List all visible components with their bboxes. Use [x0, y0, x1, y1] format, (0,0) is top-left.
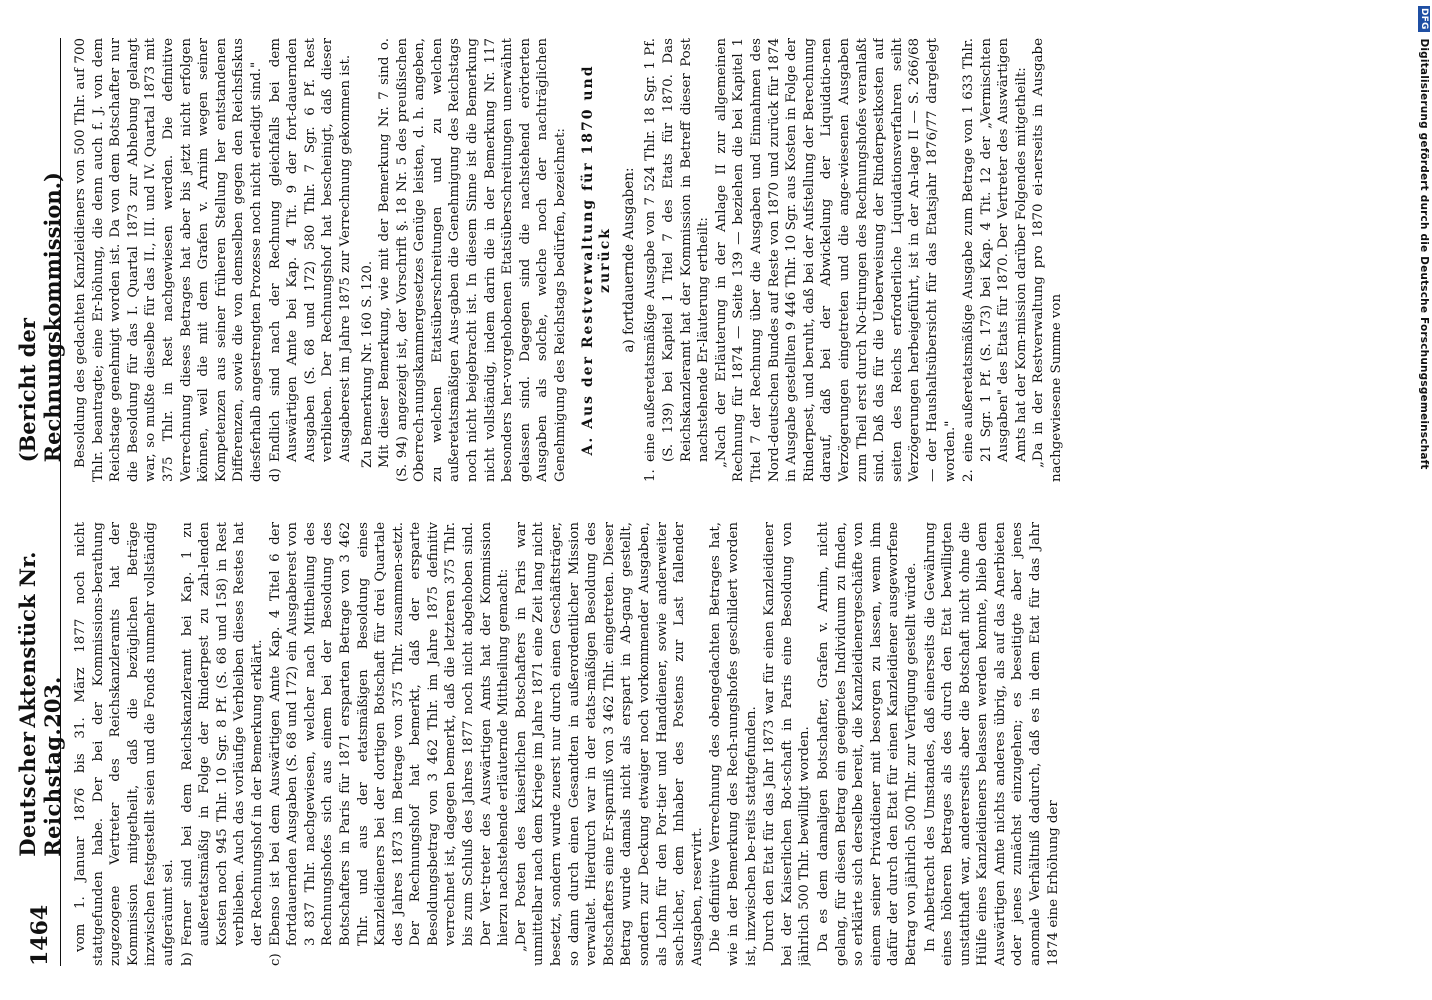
list-marker: d)	[267, 468, 283, 482]
page-number: 1464	[27, 904, 53, 966]
text-columns	[72, 38, 1356, 966]
list-marker: 2.	[961, 469, 977, 482]
list-item-text: eine außeretatsmäßige Ausgabe zum Betrage von 1 633 Thlr. 21 Sgr. 1 Pf. (S. 173) bei Kap. 4 Tit. 12 der „Vermischten Ausgaben" des Etats für 1870. Der Vertreter des Auswärtigen Amts hat der Kom-mission darüber Folgendes mitgetheilt:	[961, 38, 1029, 462]
quoted-paragraph: „Der Posten des kaiserlichen Botschafters in Paris war unmittelbar nach dem Kriege im Jahre 1871 eine Zeit lang nicht besetzt, sondern wurde zuerst nur durch einen Geschäftsträger, so dann durch einen Gesandten in außerordentlicher Mission verwaltet. Hierdurch war in der etats-mäßigen Besoldung des Botschafters eine Er-sparniß von 3 462 Thlr. eingetreten. Dieser Betrag wurde damals nicht als erspart in Ab-gang gestellt, sondern zur Deckung etwaiger noch vorkommender Ausgaben, als Lohn für den Por-tier und Handdiener, sowie anderweiter sach-licher, dem Inhaber des Postens zur Last fallender Ausgaben, reservirt.	[513, 522, 705, 966]
quoted-paragraph: „Da in der Restverwaltung pro 1870 ei-nerseits in Ausgabe nachgewiesene Summe von	[1031, 38, 1065, 482]
quoted-paragraph: In Anbetracht des Umstandes, daß einerseits die Gewährung eines höheren Betrages als des durch den Etat bewilligten unstatthaft war, andererseits aber die Botschaft nicht ohne die Hülfe eines Kanzleidieners belassen werden konnte, blieb dem Auswärtigen Amte nichts anderes übrig, als auf das Anerbieten oder jenes zunächst einzugehen; es beseitigte aber jenes anomale Verhältniß dadurch, daß es in dem Etat für das Jahr 1874 eine Erhöhung der	[922, 522, 1061, 966]
section-subheading: a) fortdauernde Ausgaben:	[620, 167, 637, 353]
section-subtitle: (Bericht der Rechnungskommission.)	[15, 172, 65, 463]
paragraph: Besoldung des gedachten Kanzleidieners von 500 Thlr. auf 700 Thlr. beantragte; eine Er-höhung, die denn auch f. J. von dem Reichstage genehmigt worden ist. Da von dem Botschafter nur die Besoldung für das I. Quartal 1873 zur Abhebung gelangt war, so mußte dieselbe für das II., III. und IV. Quartal 1873 mit 375 Thlr. in Rest nachgewiesen werden. Die definitive Verrechnung dieses Betrages hat aber bis jetzt nicht erfolgen können, weil die mit dem Grafen v. Arnim wegen seiner Kompetenzen aus seiner früheren Stellung her entstandenen Differenzen, sowie die von demselben gegen den Reichsfiskus diesferhalb angestrengten Prozesse noch nicht erledigt sind."	[73, 38, 264, 482]
left-column	[72, 522, 1356, 966]
list-item-c	[267, 522, 513, 966]
list-marker: 1.	[643, 469, 659, 482]
publication-title: Deutscher Reichstag.	[15, 727, 65, 857]
digitization-credit	[1418, 6, 1430, 470]
list-marker: b)	[179, 952, 195, 966]
list-item-b	[179, 522, 267, 966]
quoted-paragraph: Durch den Etat für das Jahr 1873 war für einen Kanzleidiener bei der Kaiserlichen Bot-schaft in Paris eine Besoldung von jährlich 500 Thlr. bewilligt worden.	[762, 522, 813, 966]
remark-reference: Zu Bemerkung Nr. 160 S. 120.	[359, 260, 375, 468]
list-item-1	[642, 38, 712, 482]
list-item-2	[960, 38, 1030, 482]
quoted-paragraph: Da es dem damaligen Botschafter, Grafen v. Arnim, nicht gelang, für diesen Betrag ein geeignetes Individuum zu finden, so erklärte sich derselbe bereit, die Kanzleidienergeschäfte von einem seiner Privatdiener mit besorgen zu lassen, wenn ihm dafür der durch den Etat für einen Kanzleidiener ausgeworfene Betrag von jährlich 500 Thlr. zur Verfügung gestellt würde.	[815, 522, 919, 966]
section-heading: A. Aus der Restverwaltung für 1870 und zurück	[579, 64, 614, 456]
list-marker: c)	[267, 953, 283, 966]
paragraph: Mit dieser Bemerkung, wie mit der Bemerkung Nr. 7 sind o. (S. 94) angezeigt ist, der Vorschrift §. 18 Nr. 5 des preußischen Oberrech-nungskammergesetzes Genüge leisten, d. h. angeben, zu welchen Etatsüberschreitungen und zu welchen außeretatsmäßigen Aus-gaben die Genehmigung des Reichstags noch nicht beigebracht ist. In diesem Sinne ist die Bemerkung nicht vollständig, indem darin die in der Bemerkung Nr. 117 besonders her-vorgehobenen Etatsüberschreitungen unerwähnt gelassen sind. Dagegen sind die nachstehend erörterten Ausgaben als solche, welche noch der nachträglichen Genehmigung des Reichstags bedürfen, bezeichnet:	[377, 38, 569, 482]
quoted-paragraph: Die definitive Verrechnung des obengedachten Betrages hat, wie in der Bemerkung des Rech-nungshofes geschildert worden ist, inzwischen be-reits stattgefunden.	[708, 522, 759, 966]
list-item-text: Ebenso ist bei dem Auswärtigen Amte Kap. 4 Titel 6 der fortdauernden Ausgaben (S. 68 und 172) ein Ausgaberest von 3 837 Thlr. nachgewiesen, welcher nach Mittheilung des Rechnungshofes sich aus einem bei der Besoldung des Botschafters in Paris für 1871 ersparten Betrage von 3 462 Thlr. und aus der etatsmäßigen Besoldung eines Kanzleidieners bei der dortigen Botschaft für drei Quartale des Jahres 1873 im Betrage von 375 Thlr. zusammen-setzt. Der Rechnungshof hat bemerkt, daß der ersparte Besoldungsbetrag von 3 462 Thlr. im Jahre 1875 definitiv verrechnet ist, dagegen bemerkt, daß die letzteren 375 Thlr. bis zum Schluß des Jahres 1877 noch nicht abgehoben sind. Der Ver-treter des Auswärtigen Amts hat der Kommission hierzu nachstehende erläuternde Mittheilung gemacht:	[267, 522, 512, 946]
page-header	[15, 38, 65, 966]
document-number: Aktenstück Nr. 203.	[15, 551, 65, 728]
quoted-paragraph: „Nach der Erläuterung in der Anlage II zur allgemeinen Rechnung für 1874 — Seite 139 — beziehen die bei Kapitel 1 Titel 7 der Rechnung über die Ausgaben und Einnahmen des Nord-deutschen Bundes auf Reste von 1870 und zurück für 1874 in Ausgabe gestellten 9 446 Thlr. 10 Sgr. aus Kosten in Folge der Rinderpest, und beruht, daß bei der Aufstellung der Berechnung darauf, daß bei der Abwickelung der Liquidatio-nen Verzögerungen eingetreten und die ange-wiesenen Ausgaben zum Theil erst durch No-tirungen des Rechnungshofes veranlaßt sind. Daß das für die Ueberweisung der Rinderpestkosten auf seiten des Reichs erforderliche Liquidationsverfahren seiht Verzögerungen herbeigeführt, ist in der An-lage II — S. 266/68 — der Haushaltsübersicht für das Etatsjahr 1876/77 dargelegt worden."	[713, 38, 958, 482]
right-column	[72, 38, 1356, 482]
list-item-text: Endlich sind nach der Rechnung gleichfalls bei dem Auswärtigen Amte bei Kap. 4 Tit. 9 der fort-dauernden Ausgaben (S. 68 und 172) 580 Thlr. 7 Sgr. 6 Pf. Rest verblieben. Der Rechnungshof hat bescheinigt, daß dieser Ausgaberest im Jahre 1875 zur Verrechnung gekommen ist.	[267, 38, 353, 462]
dfg-logo: DFG	[1419, 8, 1429, 30]
paragraph: vom 1. Januar 1876 bis 31. März 1877 noch nicht stattgefunden habe. Der bei der Kommissions-berathung zugezogene Vertreter des Reichskanzleramts hat der Kommission mitgetheilt, daß die bezüglichen Beträge inzwischen festgestellt seien und die Fonds nunmehr vollständig aufgeräumt sei.	[73, 522, 176, 966]
list-item-text: eine außeretatsmäßige Ausgabe von 7 524 Thlr. 18 Sgr. 1 Pf. (S. 139) bei Kapitel 1 Titel 7 des Etats für 1870. Das Reichskanzleramt hat der Kommission in Betreff dieser Post nachstehende Er-läuterung ertheilt:	[643, 38, 712, 462]
list-item-text: Ferner sind bei dem Reichskanzleramt bei Kap. 1 zu außeretatsmäßig in Folge der Rinderpest zu zah-lenden Kosten noch 945 Thlr. 10 Sgr. 8 Pf. (S. 68 und 158) in Rest verblieben. Auch das vorläufige Verbleiben dieses Restes hat der Rechnungshof in der Bemerkung erklärt.	[179, 522, 265, 946]
list-item-d	[267, 38, 355, 482]
credit-text: Digitalisierung gefördert durch die Deutsche Forschungsgemeinschaft	[1418, 38, 1430, 470]
